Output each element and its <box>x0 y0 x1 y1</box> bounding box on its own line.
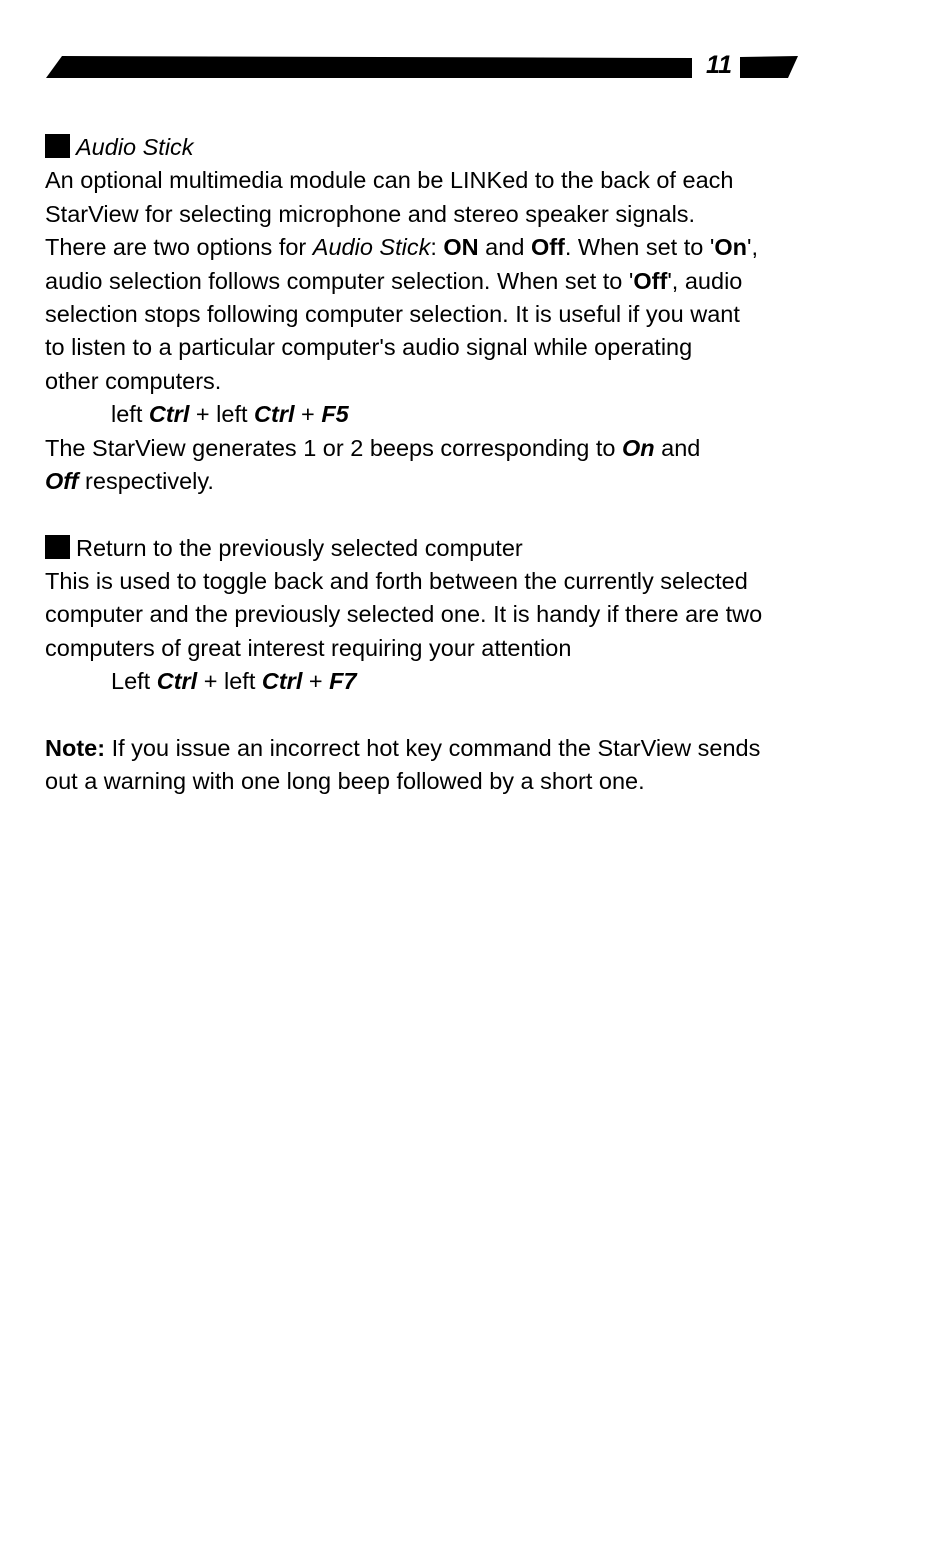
note-line <box>45 732 905 765</box>
paragraph-line <box>45 465 905 498</box>
note-line: out a warning with one long beep followed by a short one. <box>45 768 645 795</box>
bullet-square-icon <box>45 535 70 559</box>
text-bold-italic: On <box>621 434 655 461</box>
section-title: Audio Stick <box>76 134 194 160</box>
spacer <box>45 699 905 732</box>
text: + <box>294 401 322 428</box>
section-heading-audio-stick <box>45 131 905 164</box>
paragraph-line: selection stops following computer selection. It is useful if you want <box>45 300 740 327</box>
text: . When set to ' <box>564 234 715 261</box>
paragraph-line <box>45 231 905 264</box>
text: + left <box>197 668 262 695</box>
text: + <box>302 668 330 695</box>
text-bold: Off <box>530 234 565 261</box>
text: ', audio <box>667 267 743 294</box>
bullet-square-icon <box>45 134 70 158</box>
header-bar-left-segment <box>46 56 692 78</box>
paragraph-line: to listen to a particular computer's audio signal while operating <box>45 334 693 361</box>
section-title: Return to the previously selected computer <box>76 534 523 561</box>
header-bar <box>46 54 798 80</box>
hotkey-line-f7 <box>45 665 905 698</box>
text: ', <box>746 234 758 261</box>
text: + left <box>189 401 255 428</box>
hotkey-line-f5 <box>45 398 905 431</box>
paragraph-line <box>45 265 905 298</box>
key-f7: F7 <box>329 668 357 695</box>
text-bold: Off <box>633 267 668 294</box>
paragraph-line: computer and the previously selected one. It is handy if there are two <box>45 601 763 628</box>
text: There are two options for <box>45 234 313 261</box>
text: and <box>654 434 701 461</box>
text: The StarView generates 1 or 2 beeps corresponding to <box>45 434 622 461</box>
text-bold: ON <box>443 234 479 261</box>
page-number: 11 <box>706 51 732 79</box>
paragraph-line: computers of great interest requiring your attention <box>45 634 572 661</box>
key-f5: F5 <box>321 401 349 428</box>
paragraph-line <box>45 432 905 465</box>
note-label: Note: <box>45 735 106 762</box>
text-italic: Audio Stick <box>312 234 431 261</box>
paragraph-line: An optional multimedia module can be LINKed to the back of each <box>45 167 734 194</box>
header-bar-right-segment <box>740 56 798 78</box>
text-bold-italic: Off <box>45 467 79 494</box>
paragraph-line: This is used to toggle back and forth between the currently selected <box>45 568 748 595</box>
text: audio selection follows computer selection. When set to ' <box>45 267 634 294</box>
text: respectively. <box>78 467 214 494</box>
paragraph-line: StarView for selecting microphone and stereo speaker signals. <box>45 200 696 227</box>
text: : <box>430 234 444 261</box>
spacer <box>45 498 905 531</box>
page-content <box>45 131 905 799</box>
text: If you issue an incorrect hot key command the StarView sends <box>105 735 761 762</box>
text: left <box>111 401 149 428</box>
section-heading-return-previous <box>45 532 905 565</box>
text: Left <box>111 668 157 695</box>
paragraph-line: other computers. <box>45 367 222 394</box>
key-ctrl: Ctrl <box>254 401 295 428</box>
text-bold: On <box>714 234 747 261</box>
key-ctrl: Ctrl <box>148 401 190 428</box>
key-ctrl: Ctrl <box>261 668 303 695</box>
key-ctrl: Ctrl <box>156 668 198 695</box>
text: and <box>478 234 531 261</box>
